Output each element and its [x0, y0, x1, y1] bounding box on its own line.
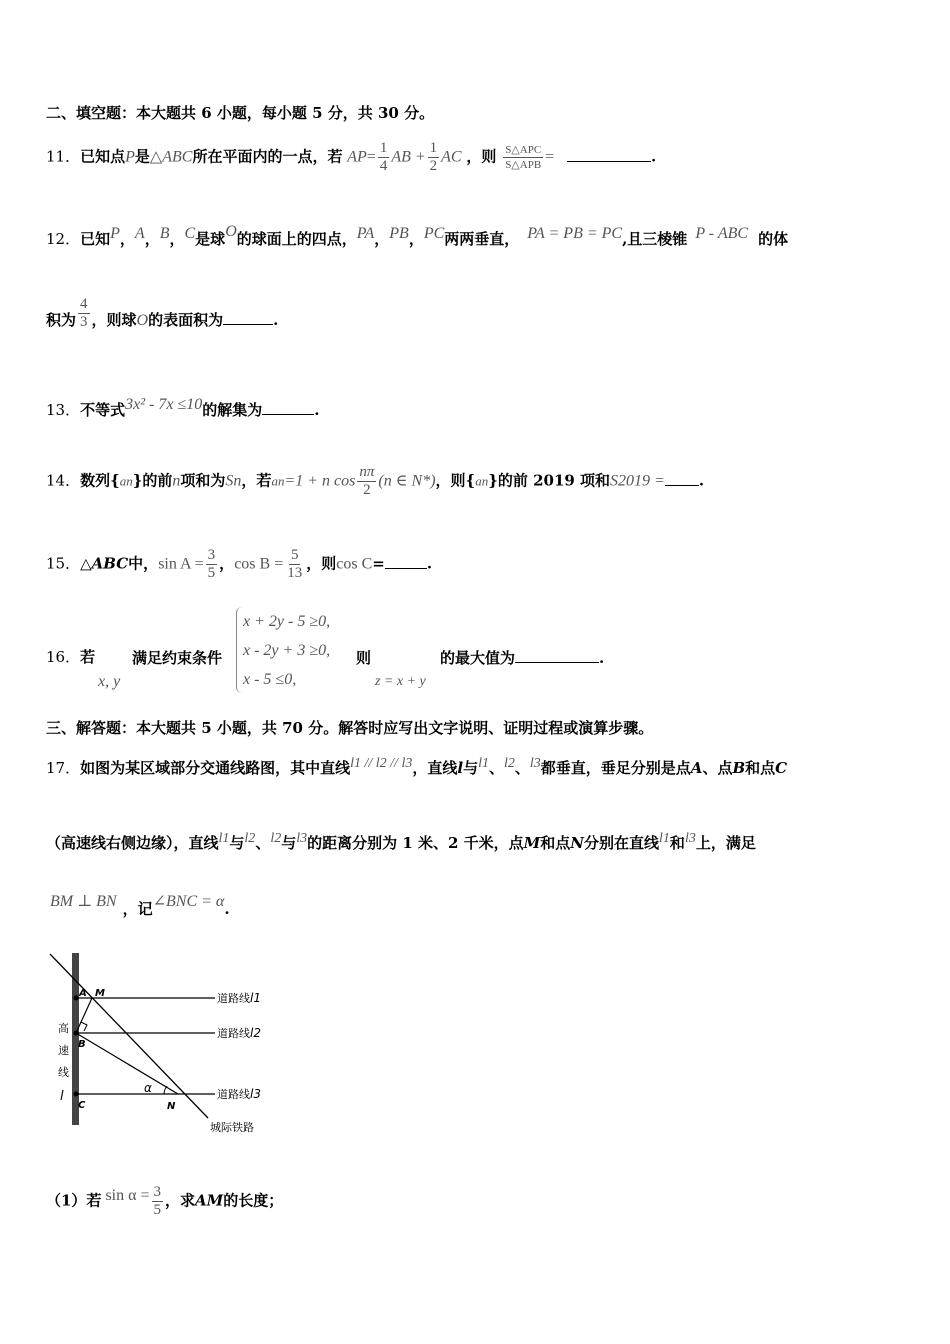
math: PA — [356, 225, 375, 242]
text: ，记 — [122, 900, 153, 918]
text: 与 — [463, 759, 479, 777]
fraction: $\frac{1}{2}$ — [429, 140, 438, 174]
math: l2 — [270, 831, 282, 846]
text: 和点 — [745, 759, 776, 777]
text: . — [698, 471, 705, 490]
traffic-figure — [40, 948, 290, 1138]
math: l3 — [684, 831, 696, 846]
text: 、 — [255, 834, 271, 852]
text: 上，满足 — [695, 834, 756, 852]
text: 满足约束条件 — [132, 649, 223, 667]
text: ，则 — [466, 147, 497, 166]
math: n — [172, 472, 181, 490]
text: }的前 2019 项和 — [488, 471, 611, 490]
question-15 — [46, 547, 432, 582]
q-number: 12． — [46, 230, 81, 248]
answer-blank[interactable] — [567, 147, 651, 162]
label-alpha: α — [144, 1081, 152, 1095]
question-16-tail — [440, 647, 604, 668]
text: ，求 — [165, 1191, 196, 1210]
point-a — [74, 996, 79, 1001]
math: =1 + n cos — [284, 472, 356, 490]
math: l1 — [218, 831, 230, 846]
text: ，则球 — [91, 311, 137, 329]
q-number: 13． — [46, 401, 81, 419]
question-13 — [46, 395, 319, 420]
q-number: 11． — [46, 147, 81, 166]
math: O — [136, 312, 149, 329]
text: . — [273, 311, 279, 329]
math: △ABC — [149, 148, 193, 166]
math: = — [545, 148, 555, 166]
math: an — [119, 473, 133, 489]
answer-blank[interactable] — [665, 471, 699, 486]
text: 、点 — [702, 759, 733, 777]
math: sin α = — [105, 1186, 150, 1204]
text: 的解集为 — [202, 401, 263, 419]
answer-blank[interactable] — [223, 310, 273, 325]
math: B — [732, 759, 746, 777]
point-b — [74, 1031, 79, 1036]
label-m: M — [95, 988, 105, 999]
text: . — [650, 147, 657, 166]
text: 都垂直，垂足分别是点 — [540, 759, 691, 777]
text: 的表面积为 — [148, 311, 224, 329]
math: BM ⊥ BN — [50, 893, 117, 910]
math: N — [570, 834, 585, 852]
math: C — [184, 225, 196, 242]
fraction: $\frac{n\pi}{2}$ — [359, 464, 375, 498]
math: P - ABC — [695, 225, 749, 242]
fraction: $\frac{1}{4}$ — [379, 140, 388, 174]
text: . — [314, 401, 320, 419]
point-c — [74, 1092, 79, 1097]
question-14 — [46, 464, 704, 499]
math: S2019 = — [610, 472, 665, 490]
question-17-line2 — [46, 829, 756, 853]
text: }的前 — [132, 471, 173, 490]
math: l3 — [529, 756, 541, 771]
text: （高速线右侧边缘），直线 — [46, 834, 219, 852]
math: C — [775, 759, 788, 777]
text: 已知 — [80, 230, 111, 248]
math: ∠BNC = α — [152, 893, 225, 910]
math: AP — [347, 148, 367, 166]
math: cos B = — [234, 555, 284, 573]
text: 与 — [229, 834, 245, 852]
text: ， — [219, 554, 235, 573]
math: l1 — [478, 756, 489, 771]
label-a: A — [79, 988, 87, 999]
segment-bn — [76, 1033, 178, 1094]
label-b: B — [78, 1039, 86, 1050]
label-road-3: 道路线l3 — [217, 1087, 261, 1101]
math: l1 // l2 // l3 — [350, 756, 413, 771]
objective: z = x + y — [375, 674, 426, 689]
math: A — [690, 759, 703, 777]
label-highway-l: l — [60, 1089, 64, 1104]
text: 中， — [128, 554, 159, 573]
label-highway-2: 速 — [58, 1044, 69, 1057]
question-12: 12．已知P，A，B，C是球O的球面上的四点，PA，PB，PC两两垂直， PA = PB = PC,且三棱锥 P - ABC 的体 — [46, 223, 789, 248]
label-road-2: 道路线l2 — [217, 1026, 261, 1040]
text: （1）若 — [46, 1191, 102, 1210]
text: 如图为某区域部分交通线路图，其中直线 — [80, 759, 351, 777]
answer-blank[interactable] — [262, 400, 314, 415]
math: PC — [423, 225, 445, 242]
math: PA = PB = PC — [527, 225, 623, 242]
text: ，则{ — [435, 471, 476, 490]
math: Sn — [225, 472, 242, 490]
math: l1 — [659, 831, 670, 846]
label-highway-3: 线 — [58, 1066, 69, 1079]
area-ratio: $\frac{\text{S△APC}}{\text{S△APB}}$ — [505, 144, 542, 171]
question-17 — [46, 754, 787, 778]
math: (n ∈ N*) — [378, 472, 436, 490]
math: A — [134, 225, 145, 242]
answer-blank[interactable] — [515, 648, 599, 663]
math: l — [457, 759, 464, 777]
text: = — [372, 554, 385, 573]
text: . — [599, 649, 605, 667]
text: ，则 — [306, 554, 337, 573]
label-n: N — [167, 1101, 176, 1112]
math: AB + — [391, 148, 426, 166]
fraction: $\frac{5}{13}$ — [287, 547, 303, 581]
label-highway-1: 高 — [58, 1022, 69, 1035]
math: l3 — [296, 831, 308, 846]
text: 是 — [134, 147, 150, 166]
math: 3x² - 7x ≤10 — [125, 396, 203, 413]
constraint-system — [236, 607, 330, 693]
label-railway: 城际铁路 — [210, 1121, 254, 1134]
text: . — [224, 900, 230, 918]
math: △ABC — [80, 554, 129, 573]
text: 已知点 — [80, 147, 126, 166]
text: 积为 — [46, 311, 77, 329]
question-17-line3 — [46, 892, 230, 919]
constraint-3: x - 5 ≤0, — [243, 671, 297, 688]
text: 的球面上的四点， — [236, 230, 357, 248]
math: PB — [389, 225, 409, 242]
text: 的体 — [758, 230, 789, 248]
section-title: 三、解答题：本大题共 5 小题，共 70 分。解答时应写出文字说明、证明过程或演算步骤。 — [46, 719, 654, 737]
text: 是球 — [195, 230, 226, 248]
q-number: 14． — [46, 471, 81, 490]
fraction: $\frac{3}{5}$ — [153, 1184, 162, 1218]
text: ，若 — [241, 471, 272, 490]
text: ，直线 — [412, 759, 458, 777]
label-c: C — [78, 1100, 86, 1111]
text: . — [426, 554, 433, 573]
question-16 — [46, 647, 95, 667]
fraction: $\frac{4}{3}$ — [80, 296, 88, 330]
text: 、 — [514, 759, 530, 777]
text: 所在平面内的一点，若 — [192, 147, 343, 166]
text: 不等式 — [80, 401, 126, 419]
math: cos C — [336, 555, 373, 573]
math: an — [271, 473, 285, 489]
section-title: 二、填空题：本大题共 6 小题，每小题 5 分，共 30 分。 — [46, 104, 435, 122]
math: P — [125, 148, 135, 166]
constraint-1: x + 2y - 5 ≥0, — [243, 613, 331, 630]
text: 两两垂直， — [444, 230, 520, 248]
text: 与 — [281, 834, 297, 852]
text: 的长度； — [223, 1191, 284, 1210]
text: ,且三棱锥 — [622, 230, 688, 248]
math: = — [366, 148, 376, 166]
q-number: 16． — [46, 648, 81, 666]
constraint-2: x - 2y + 3 ≥0, — [243, 642, 331, 659]
fraction: $\frac{3}{5}$ — [207, 547, 216, 581]
vars: x, y — [98, 673, 121, 690]
math: B — [159, 225, 170, 242]
text: 的最大值为 — [440, 649, 516, 667]
text: 若 — [80, 648, 96, 666]
math: sin A = — [158, 555, 204, 573]
question-17-part1 — [46, 1184, 283, 1219]
text: 、 — [488, 759, 504, 777]
text: 则 — [356, 649, 372, 667]
text: 和 — [669, 834, 685, 852]
answer-blank[interactable] — [385, 554, 427, 569]
text: 项和为 — [180, 471, 226, 490]
math: AC — [441, 148, 462, 166]
text: 和点 — [540, 834, 571, 852]
text: 数列{ — [80, 471, 120, 490]
math: O — [225, 223, 237, 240]
label-road-1: 道路线l1 — [217, 991, 261, 1005]
question-11 — [46, 140, 656, 175]
math: P — [110, 225, 120, 242]
right-angle-mark — [81, 1022, 87, 1031]
q-number: 15． — [46, 554, 81, 573]
text: 的距离分别为 1 米、2 千米，点 — [307, 834, 524, 852]
math: l2 — [244, 831, 256, 846]
math: M — [523, 834, 541, 852]
question-12-cont — [46, 296, 278, 331]
math: an — [475, 473, 489, 489]
math: l2 — [503, 756, 515, 771]
q-number: 17． — [46, 759, 81, 777]
math: AM — [195, 1191, 224, 1210]
text: 分别在直线 — [584, 834, 660, 852]
